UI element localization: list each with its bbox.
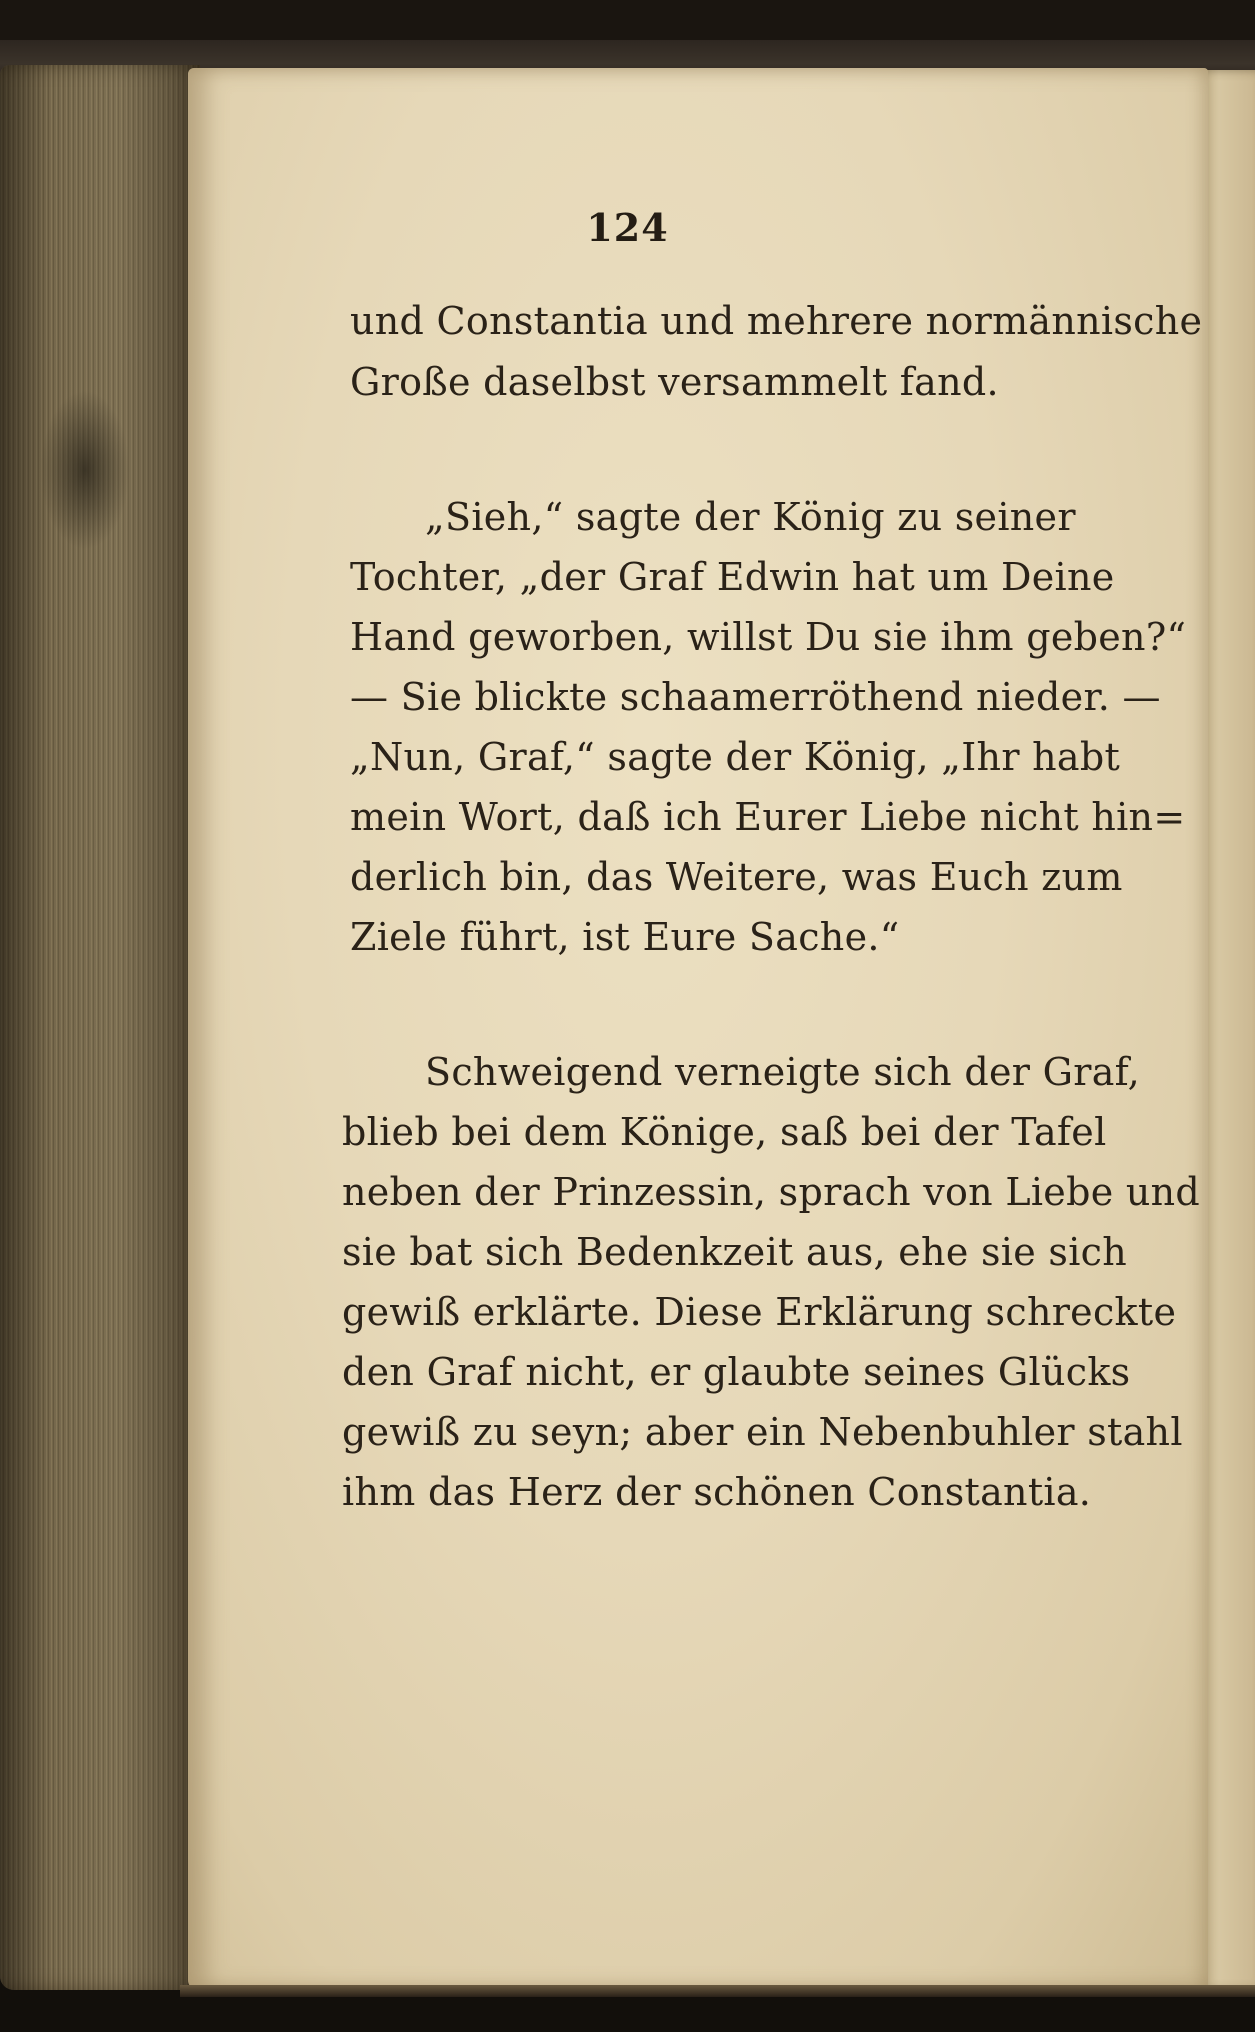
page-stain (40, 390, 130, 550)
text-line: gewiß erklärte. Diese Erklärung schreckte (342, 1290, 1177, 1334)
text-line: derlich bin, das Weitere, was Euch zum (350, 855, 1123, 899)
text-line: neben der Prinzessin, sprach von Liebe und (342, 1170, 1201, 1214)
page-edges (0, 65, 200, 1990)
text-line: „Sieh,“ sagte der König zu seiner (425, 495, 1076, 539)
text-line: Tochter, „der Graf Edwin hat um Deine (350, 555, 1115, 599)
text-line: Schweigend verneigte sich der Graf, (425, 1050, 1141, 1094)
page-number: 124 (586, 205, 669, 250)
text-line: Ziele führt, ist Eure Sache.“ (350, 915, 900, 959)
text-line: und Constantia und mehrere normännische (350, 299, 1203, 343)
text-line: den Graf nicht, er glaubte seines Glücks (342, 1350, 1131, 1394)
text-line: blieb bei dem Könige, saß bei der Tafel (342, 1110, 1107, 1154)
text-line: Hand geworben, willst Du sie ihm geben?“ (350, 615, 1187, 659)
text-line: gewiß zu seyn; aber ein Nebenbuhler stahl (342, 1410, 1183, 1454)
book-page (188, 68, 1208, 1990)
text-line: Große daselbst versammelt fand. (350, 360, 999, 404)
text-line: „Nun, Graf,“ sagte der König, „Ihr habt (350, 735, 1121, 779)
text-line: mein Wort, daß ich Eurer Liebe nicht hin= (350, 795, 1186, 839)
text-line: — Sie blickte schaamerröthend nieder. — (350, 675, 1161, 719)
text-line: ihm das Herz der schönen Constantia. (342, 1470, 1092, 1514)
book-bottom-edge (180, 1985, 1255, 1997)
text-line: sie bat sich Bedenkzeit aus, ehe sie sich (342, 1230, 1128, 1274)
